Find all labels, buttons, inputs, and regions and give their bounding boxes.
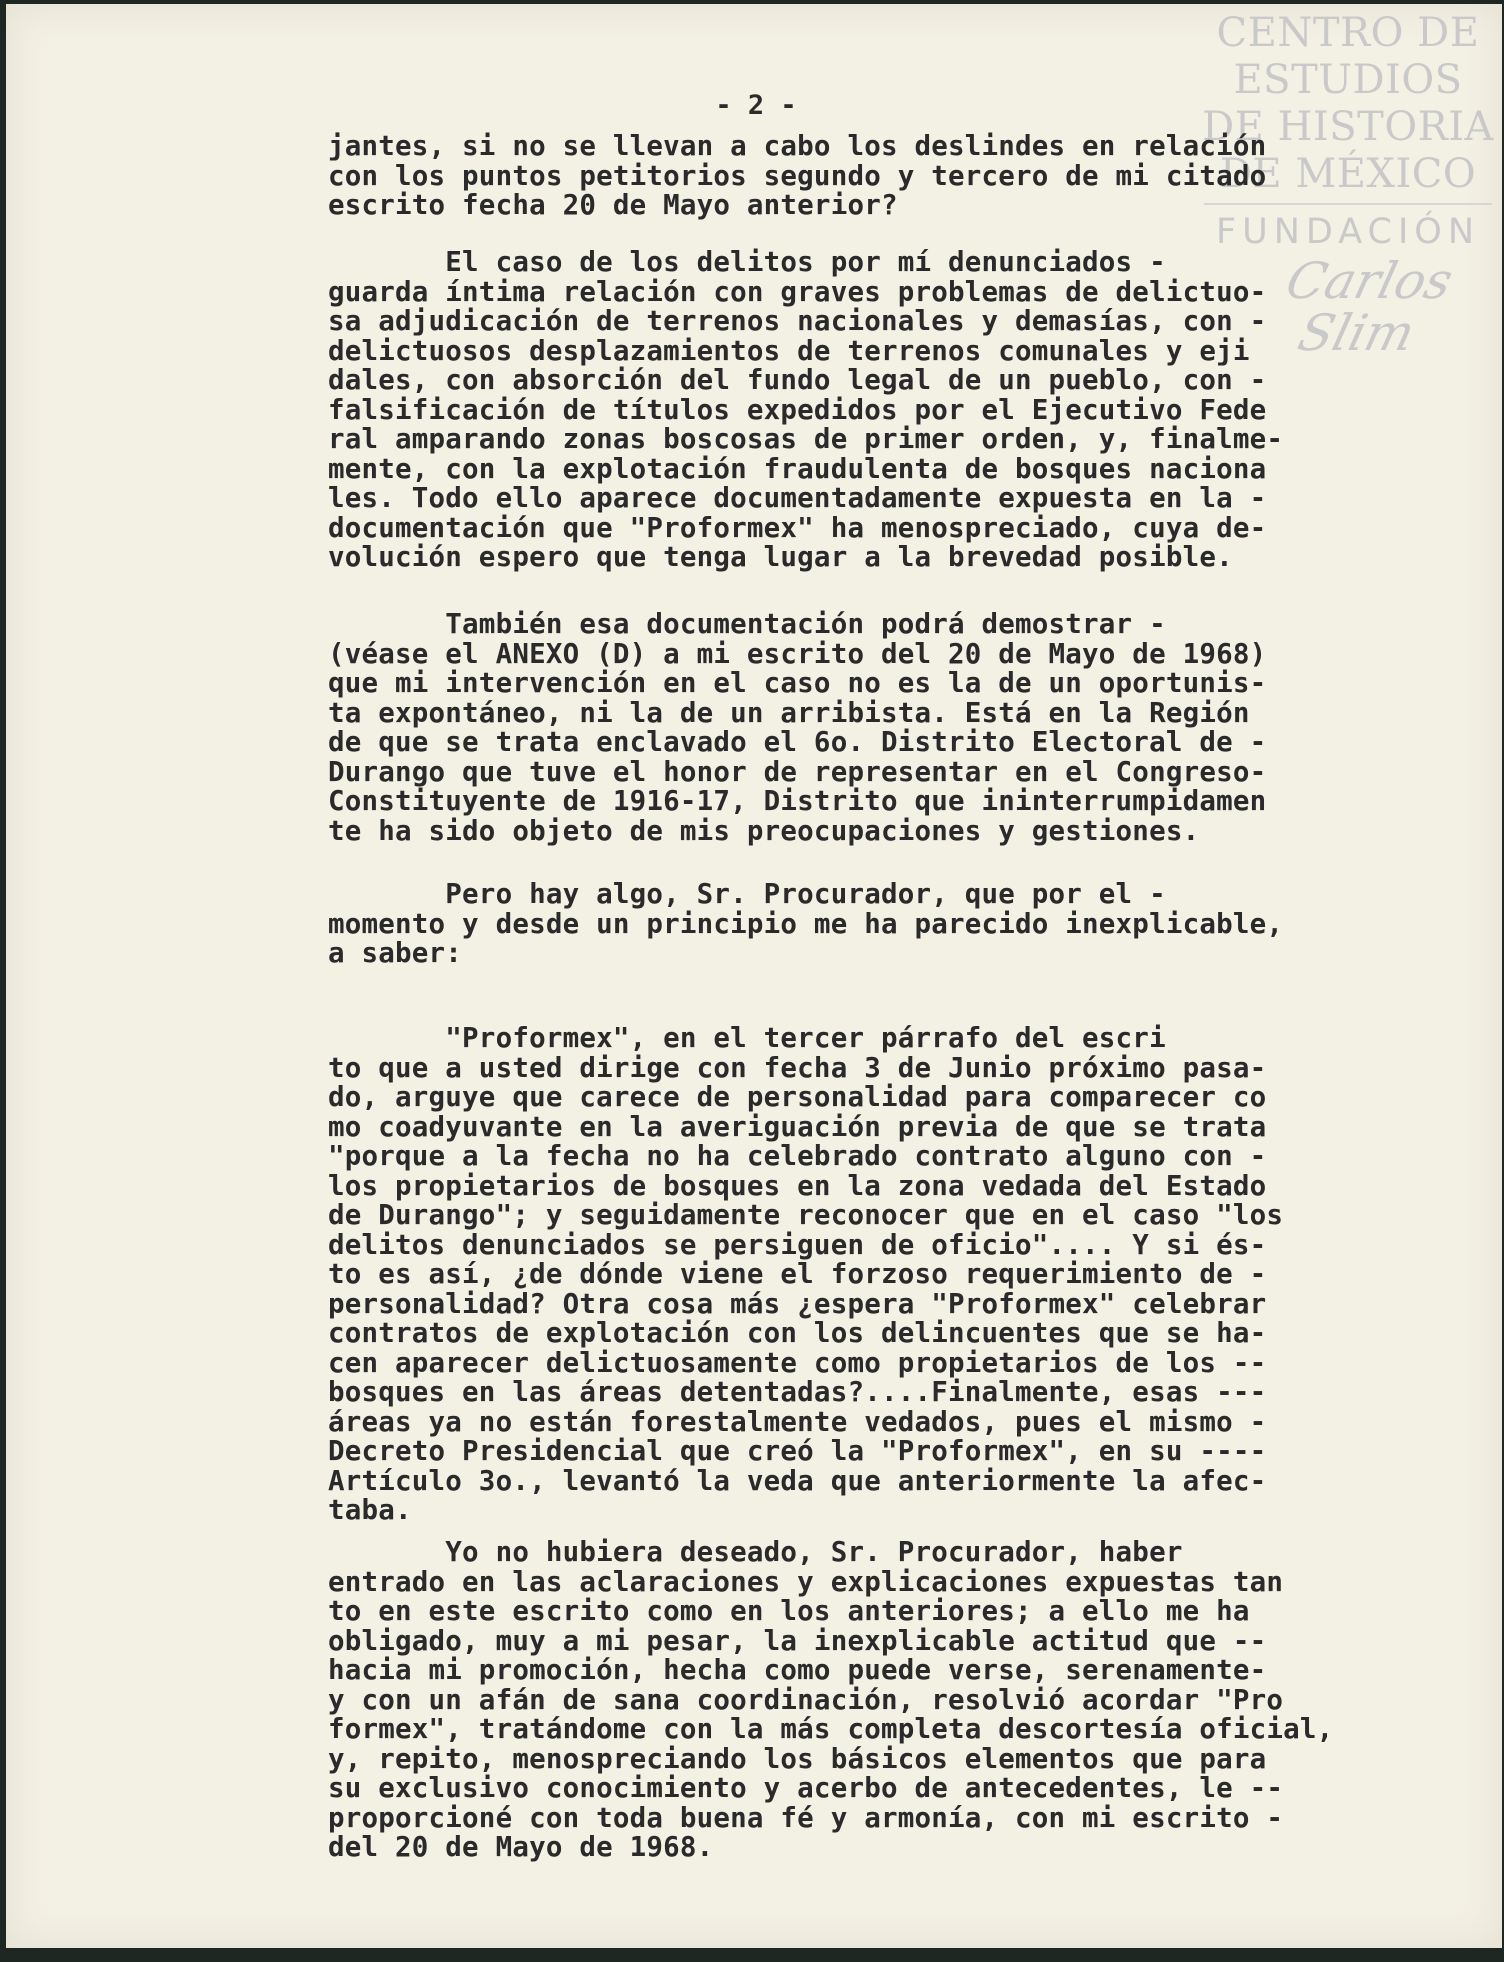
- text-line: guarda íntima relación con graves problemas de delictuo-: [328, 275, 1267, 308]
- text-line: documentación que "Proformex" ha menospreciado, cuya de-: [328, 511, 1267, 544]
- text-line: to es así, ¿de dónde viene el forzoso requerimiento de -: [328, 1258, 1267, 1290]
- text-line: do, arguye que carece de personalidad para comparecer co: [328, 1081, 1267, 1113]
- text-line: ral amparando zonas boscosas de primer orden, y, finalme-: [328, 423, 1284, 455]
- text-line: delitos denunciados se persiguen de oficio".... Y si és-: [328, 1228, 1267, 1261]
- text-line: "Proformex", en el tercer párrafo del escri: [328, 1022, 1166, 1054]
- text-line: bosques en las áreas detentadas?....Finalmente, esas ---: [328, 1376, 1267, 1408]
- text-line: proporcioné con toda buena fé y armonía, con mi escrito -: [328, 1801, 1284, 1834]
- text-line: sa adjudicación de terrenos nacionales y demasías, con -: [328, 305, 1267, 337]
- document-page: [6, 4, 1502, 1948]
- text-line: (véase el ANEXO (D) a mi escrito del 20 de Mayo de 1968): [328, 637, 1267, 670]
- text-line: taba.: [328, 1494, 412, 1526]
- text-line: jantes, si no se llevan a cabo los deslindes en relación: [328, 130, 1267, 162]
- text-line: contratos de explotación con los delincuentes que se ha-: [328, 1317, 1267, 1349]
- paragraph: [328, 1538, 1333, 1863]
- paragraph: [328, 610, 1266, 846]
- text-line: El caso de los delitos por mí denunciados -: [328, 246, 1166, 278]
- watermark-signature: Carlos Slim: [1280, 252, 1459, 362]
- text-line: de que se trata enclavado el 6o. Distrito Electoral de -: [328, 726, 1267, 758]
- watermark-line: ESTUDIOS: [1233, 57, 1463, 103]
- text-line: Yo no hubiera deseado, Sr. Procurador, haber: [328, 1536, 1183, 1568]
- watermark-line: CENTRO DE: [1216, 10, 1480, 56]
- text-line: También esa documentación podrá demostrar -: [328, 608, 1166, 640]
- text-line: entrado en las aclaraciones y explicaciones expuestas tan: [328, 1565, 1284, 1598]
- text-line: cen aparecer delictuosamente como propietarios de los --: [328, 1346, 1267, 1379]
- text-line: les. Todo ello aparece documentadamente expuesta en la -: [328, 482, 1267, 514]
- text-line: obligado, muy a mi pesar, la inexplicable actitud que --: [328, 1624, 1267, 1657]
- text-line: del 20 de Mayo de 1968.: [328, 1831, 714, 1863]
- text-line: y, repito, menospreciando los básicos elementos que para: [328, 1742, 1267, 1775]
- text-line: áreas ya no están forestalmente vedados, pues el mismo -: [328, 1405, 1267, 1438]
- text-line: falsificación de títulos expedidos por el Ejecutivo Fede: [328, 393, 1267, 426]
- text-line: delictuosos desplazamientos de terrenos comunales y eji: [328, 334, 1250, 367]
- text-line: su exclusivo conocimiento y acerbo de antecedentes, le --: [328, 1772, 1284, 1804]
- text-line: to que a usted dirige con fecha 3 de Junio próximo pasa-: [328, 1051, 1267, 1084]
- text-line: hacia mi promoción, hecha como puede verse, serenamente-: [328, 1654, 1267, 1686]
- text-line: Decreto Presidencial que creó la "Proformex", en su ----: [328, 1435, 1267, 1467]
- text-line: mente, con la explotación fraudulenta de bosques naciona: [328, 452, 1267, 485]
- text-line: los propietarios de bosques en la zona vedada del Estado: [328, 1169, 1267, 1202]
- text-line: Constituyente de 1916-17, Distrito que ininterrumpidamen: [328, 785, 1267, 817]
- paragraph: [328, 1024, 1283, 1526]
- page-number: - 2 -: [715, 90, 797, 121]
- paragraph: [328, 880, 1283, 969]
- paragraph: [328, 132, 1266, 221]
- text-line: Pero hay algo, Sr. Procurador, que por el -: [328, 878, 1166, 910]
- text-line: personalidad? Otra cosa más ¿espera "Proformex" celebrar: [328, 1287, 1267, 1320]
- text-line: Artículo 3o., levantó la veda que anteriormente la afec-: [328, 1464, 1267, 1497]
- paragraph: [328, 248, 1283, 573]
- text-line: de Durango"; y seguidamente reconocer que en el caso "los: [328, 1199, 1284, 1231]
- text-line: te ha sido objeto de mis preocupaciones y gestiones.: [328, 814, 1200, 847]
- text-line: formex", tratándome con la más completa descortesía oficial,: [328, 1713, 1334, 1745]
- watermark-line: DE MÉXICO: [1219, 151, 1477, 197]
- text-line: to en este escrito como en los anteriores; a ello me ha: [328, 1595, 1250, 1627]
- watermark-line: DE HISTORIA: [1202, 104, 1494, 150]
- text-line: que mi intervención en el caso no es la de un oportunis-: [328, 667, 1267, 699]
- text-line: con los puntos petitorios segundo y tercero de mi citado: [328, 159, 1267, 192]
- watermark-foundation: FUNDACIÓN: [1215, 212, 1481, 252]
- text-line: momento y desde un principio me ha parecido inexplicable,: [328, 907, 1284, 940]
- text-line: mo coadyuvante en la averiguación previa de que se trata: [328, 1110, 1267, 1143]
- text-line: volución espero que tenga lugar a la brevedad posible.: [328, 541, 1233, 573]
- text-line: dales, con absorción del fundo legal de un pueblo, con -: [328, 364, 1267, 396]
- text-line: escrito fecha 20 de Mayo anterior?: [328, 189, 898, 221]
- text-line: y con un afán de sana coordinación, resolvió acordar "Pro: [328, 1683, 1284, 1716]
- text-line: ta expontáneo, ni la de un arribista. Está en la Región: [328, 696, 1250, 729]
- text-line: "porque a la fecha no ha celebrado contrato alguno con -: [328, 1140, 1267, 1172]
- text-line: a saber:: [328, 937, 463, 969]
- text-line: Durango que tuve el honor de representar en el Congreso-: [328, 755, 1267, 788]
